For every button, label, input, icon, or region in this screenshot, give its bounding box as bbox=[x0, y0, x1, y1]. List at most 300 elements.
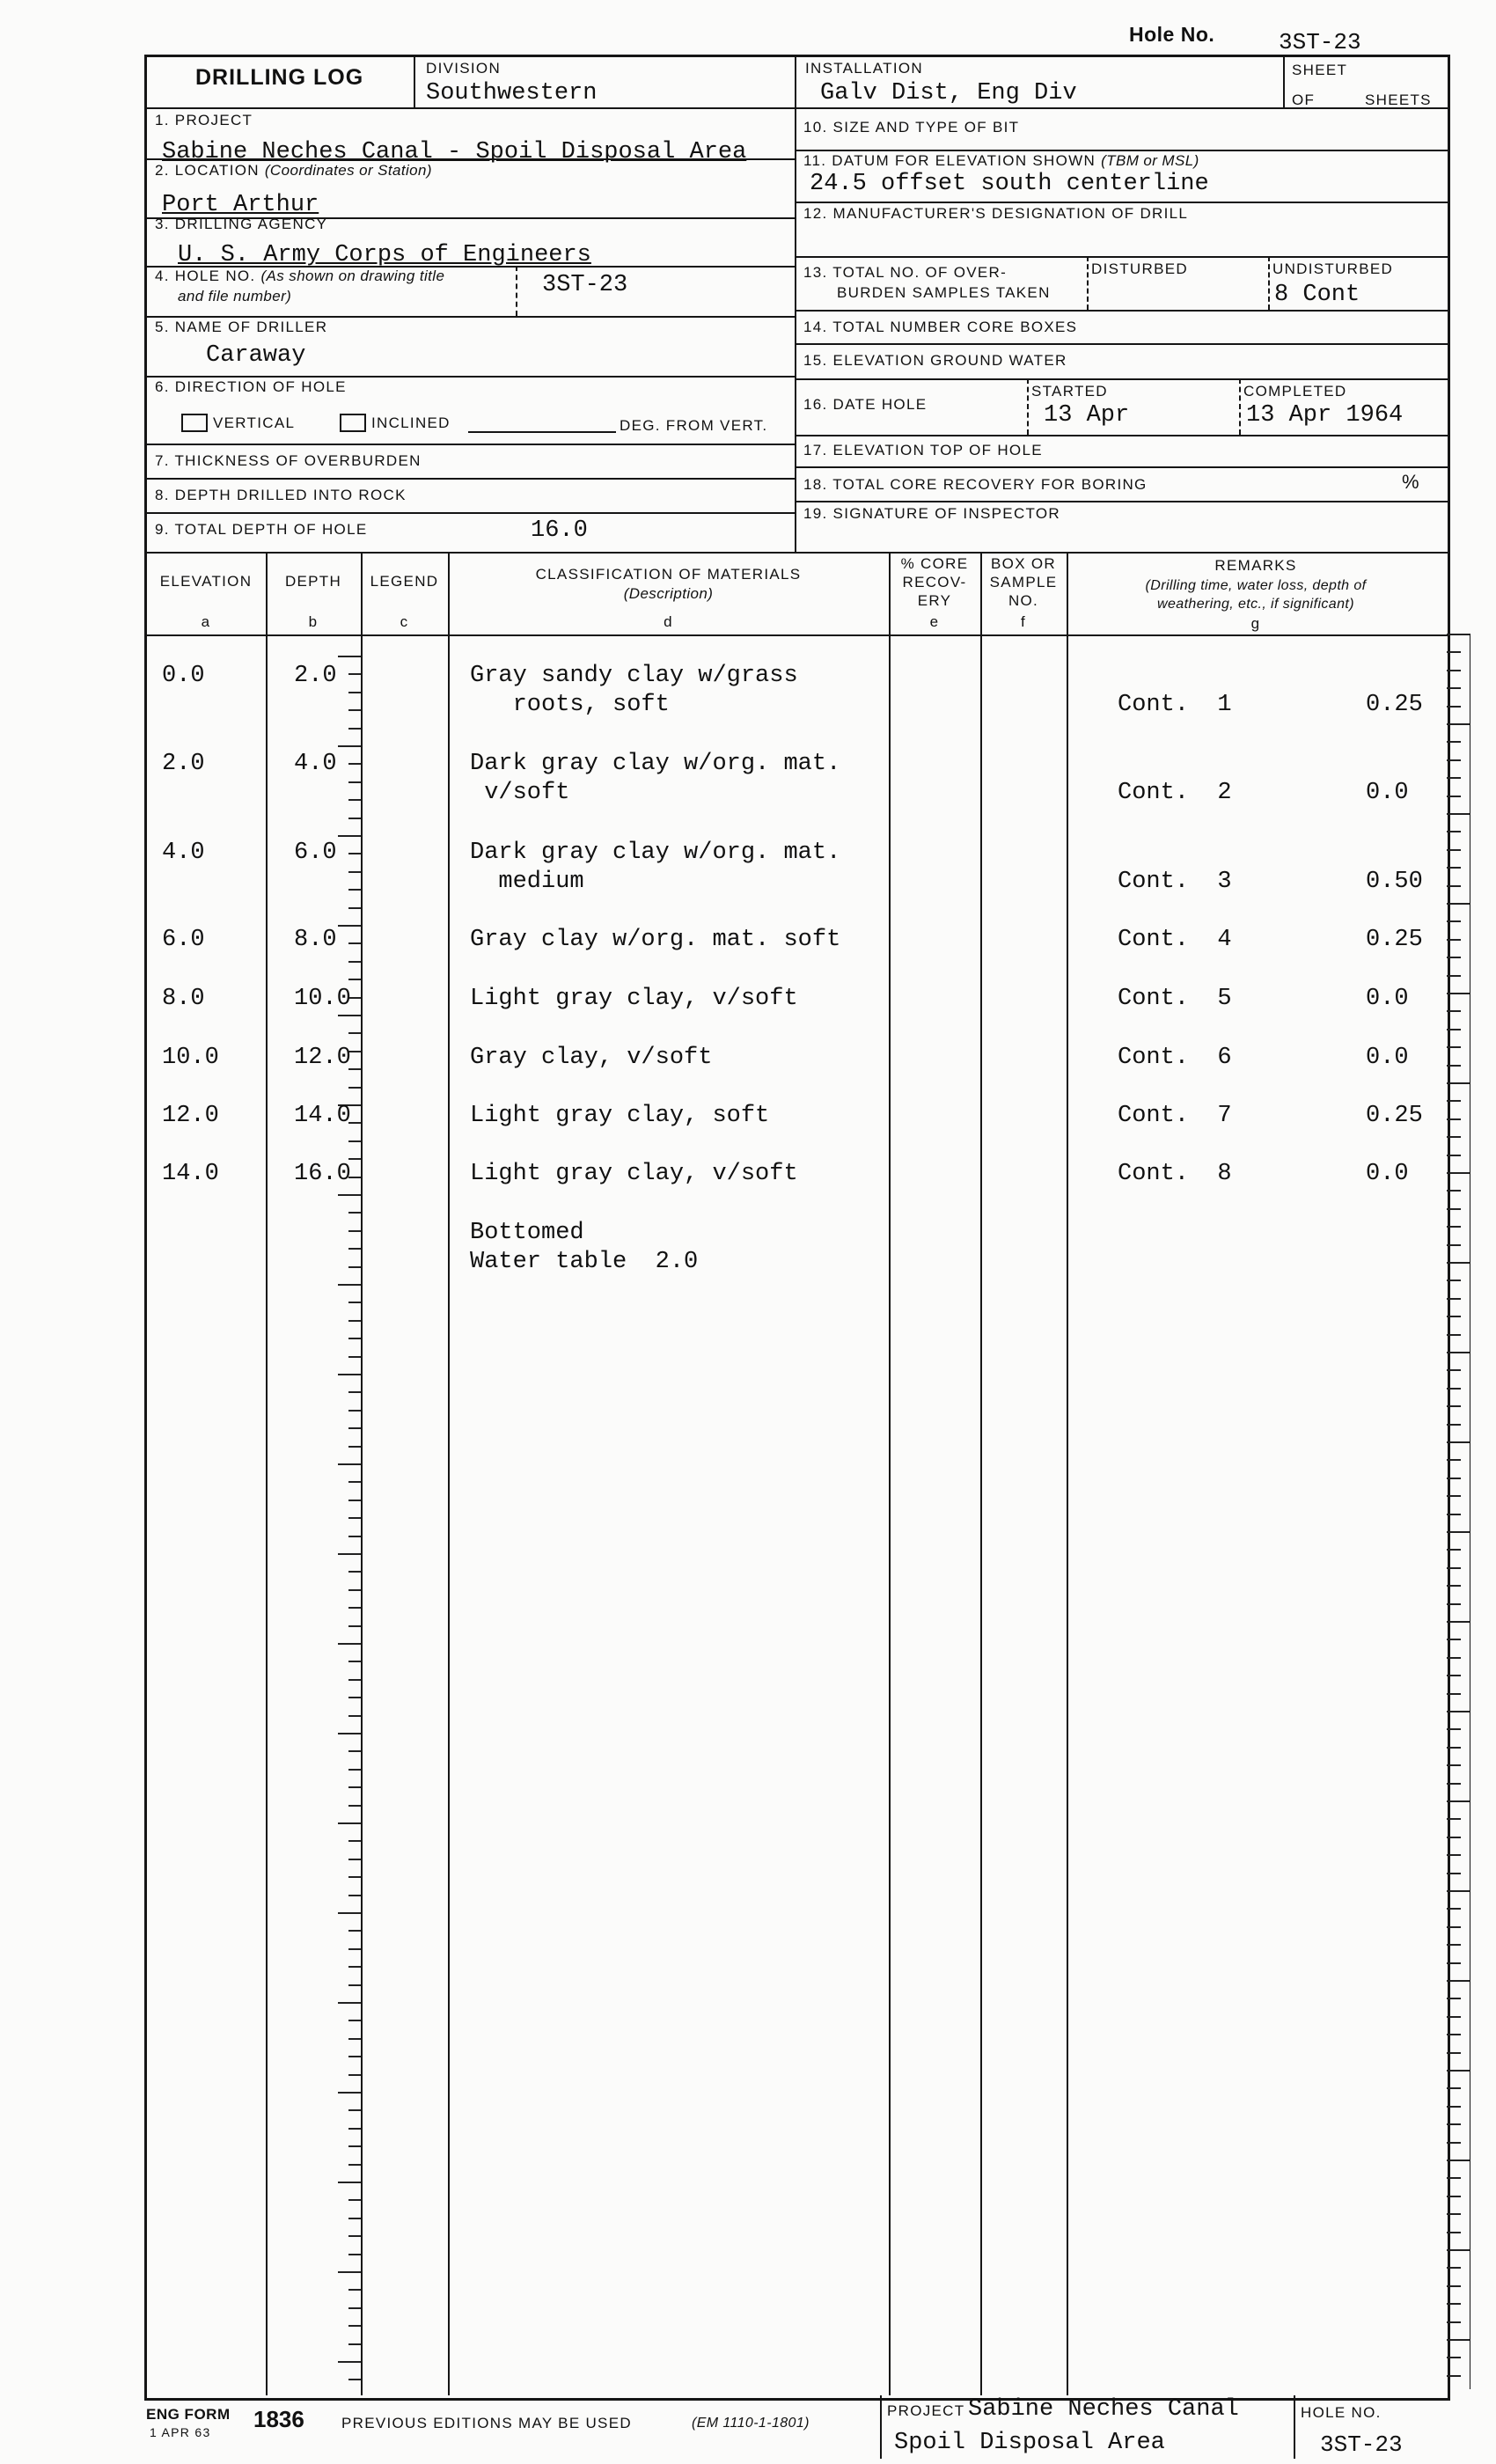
scale-tick bbox=[348, 961, 361, 963]
sheet-label: SHEET bbox=[1292, 62, 1348, 78]
scale-tick bbox=[348, 2307, 361, 2309]
scale-tick bbox=[348, 2254, 361, 2255]
margin-tick bbox=[1447, 777, 1461, 779]
scale-tick bbox=[348, 1661, 361, 1662]
col-remarks-note: (Drilling time, water loss, depth of bbox=[1145, 578, 1367, 593]
margin-tick bbox=[1447, 2016, 1461, 2018]
scale-tick bbox=[348, 1481, 361, 1483]
scale-tick bbox=[348, 1697, 361, 1698]
margin-tick bbox=[1447, 2357, 1461, 2358]
margin-tick bbox=[1447, 1441, 1470, 1443]
scale-tick bbox=[338, 835, 361, 837]
hole-no-header-value: 3ST-23 bbox=[1279, 29, 1361, 55]
row-description: Gray sandy clay w/grass bbox=[470, 663, 798, 689]
col-elevation: ELEVATION bbox=[159, 573, 253, 590]
footer-hole-label: HOLE NO. bbox=[1301, 2404, 1382, 2421]
margin-tick bbox=[1447, 1369, 1461, 1371]
rule bbox=[266, 552, 268, 2395]
margin-tick bbox=[1447, 975, 1461, 977]
date-hole-label: 16. DATE HOLE bbox=[803, 396, 928, 413]
margin-tick bbox=[1447, 2034, 1461, 2035]
rule bbox=[1268, 256, 1270, 310]
scale-tick bbox=[348, 1805, 361, 1807]
row-description: Gray clay, v/soft bbox=[470, 1045, 713, 1071]
margin-tick bbox=[1447, 1405, 1461, 1407]
margin-tick bbox=[1447, 1764, 1461, 1766]
col-classification: CLASSIFICATION OF MATERIALS bbox=[535, 566, 802, 583]
scale-tick bbox=[338, 1284, 361, 1286]
installation-value: Galv Dist, Eng Div bbox=[820, 80, 1077, 106]
rule bbox=[980, 552, 982, 2395]
col-core-3: ERY bbox=[917, 592, 952, 609]
percent-sign: % bbox=[1402, 471, 1420, 493]
overburden-label: 7. THICKNESS OF OVERBURDEN bbox=[155, 452, 422, 469]
margin-tick bbox=[1447, 1065, 1461, 1067]
location-value: Port Arthur bbox=[162, 192, 319, 218]
row-remark-value: 0.0 bbox=[1366, 1045, 1409, 1071]
scale-tick bbox=[348, 1266, 361, 1268]
margin-tick bbox=[1447, 1944, 1461, 1946]
scale-tick bbox=[348, 1212, 361, 1214]
scale-tick bbox=[348, 1715, 361, 1717]
rule bbox=[795, 378, 1448, 380]
scale-tick bbox=[348, 2235, 361, 2237]
scale-tick bbox=[348, 1410, 361, 1412]
row-remark-value: 0.25 bbox=[1366, 1103, 1423, 1129]
margin-tick bbox=[1447, 1495, 1461, 1497]
margin-tick bbox=[1447, 2087, 1461, 2089]
row-elevation: 12.0 bbox=[162, 1103, 219, 1129]
scale-tick bbox=[348, 1571, 361, 1573]
bit-label: 10. SIZE AND TYPE OF BIT bbox=[803, 119, 1020, 136]
scale-tick bbox=[338, 1733, 361, 1734]
location-label: 2. LOCATION (Coordinates or Station) bbox=[155, 162, 432, 179]
rule bbox=[448, 552, 450, 2395]
scale-tick bbox=[348, 1930, 361, 1932]
margin-tick bbox=[1447, 2052, 1461, 2054]
driller-value: Caraway bbox=[206, 342, 306, 369]
project-value: Sabine Neches Canal - Spoil Disposal Area bbox=[162, 139, 747, 165]
scale-tick bbox=[338, 2002, 361, 2004]
scale-tick bbox=[348, 1356, 361, 1358]
scale-tick bbox=[348, 1248, 361, 1250]
row-sample: Cont. 5 bbox=[1118, 986, 1232, 1012]
completed-label: COMPLETED bbox=[1243, 383, 1347, 400]
margin-tick bbox=[1447, 1621, 1470, 1623]
direction-label: 6. DIRECTION OF HOLE bbox=[155, 378, 347, 395]
margin-tick bbox=[1447, 1837, 1461, 1838]
row-description: Light gray clay, v/soft bbox=[470, 1161, 798, 1187]
rule bbox=[880, 2395, 882, 2459]
started-label: STARTED bbox=[1031, 383, 1108, 400]
margin-tick bbox=[1447, 1459, 1461, 1461]
col-core-2: RECOV- bbox=[902, 574, 967, 590]
scale-tick bbox=[348, 2289, 361, 2291]
margin-tick bbox=[1447, 2070, 1470, 2072]
col-classification-sub: d bbox=[664, 613, 673, 630]
em-reference: (EM 1110-1-1801) bbox=[692, 2416, 810, 2431]
scale-tick bbox=[348, 1230, 361, 1232]
row-depth: 4.0 bbox=[294, 751, 337, 777]
margin-tick bbox=[1447, 1514, 1461, 1515]
col-remarks-note-2: weathering, etc., if significant) bbox=[1157, 597, 1354, 612]
row-description: Light gray clay, v/soft bbox=[470, 986, 798, 1012]
margin-tick bbox=[1447, 1082, 1470, 1084]
row-depth: 2.0 bbox=[294, 663, 337, 689]
inclined-checkbox[interactable] bbox=[340, 414, 366, 432]
margin-tick bbox=[1447, 1890, 1470, 1892]
margin-tick bbox=[1447, 885, 1461, 887]
core-boxes-label: 14. TOTAL NUMBER CORE BOXES bbox=[803, 319, 1078, 335]
disturbed-label: DISTURBED bbox=[1091, 260, 1188, 277]
footer-hole-value: 3ST-23 bbox=[1320, 2431, 1403, 2458]
scale-tick bbox=[338, 1912, 361, 1914]
footer-project-line-2: Spoil Disposal Area bbox=[894, 2430, 1165, 2456]
row-depth: 6.0 bbox=[294, 840, 337, 866]
margin-tick bbox=[1447, 1226, 1461, 1228]
agency-value: U. S. Army Corps of Engineers bbox=[178, 242, 591, 268]
installation-label: INSTALLATION bbox=[805, 60, 923, 77]
margin-tick bbox=[1447, 1316, 1461, 1317]
row-description: Light gray clay, soft bbox=[470, 1103, 770, 1129]
margin-tick bbox=[1447, 1155, 1461, 1156]
scale-tick bbox=[348, 728, 361, 730]
rule bbox=[795, 256, 1448, 258]
col-classification-note: (Description) bbox=[623, 585, 714, 602]
eng-form-label: ENG FORM bbox=[146, 2406, 231, 2423]
margin-tick bbox=[1447, 1980, 1470, 1982]
scale-tick bbox=[348, 2020, 361, 2021]
scale-tick bbox=[348, 1859, 361, 1860]
scale-tick bbox=[348, 2379, 361, 2380]
margin-tick bbox=[1447, 2123, 1461, 2125]
margin-tick bbox=[1447, 1693, 1461, 1695]
hole-value: 3ST-23 bbox=[542, 272, 628, 298]
margin-tick bbox=[1447, 1854, 1461, 1856]
margin-tick bbox=[1447, 2232, 1461, 2233]
division-label: DIVISION bbox=[426, 60, 502, 77]
row-remark-value: 0.25 bbox=[1366, 692, 1423, 718]
water-table-note: Water table 2.0 bbox=[470, 1249, 699, 1275]
margin-tick bbox=[1447, 849, 1461, 851]
inclined-blank-line bbox=[468, 431, 616, 433]
scale-tick bbox=[348, 1320, 361, 1322]
form-title: DRILLING LOG bbox=[195, 65, 364, 90]
scale-tick bbox=[348, 2218, 361, 2219]
inclined-label: INCLINED bbox=[371, 414, 451, 431]
margin-tick bbox=[1447, 1585, 1461, 1587]
col-core-sub: e bbox=[929, 613, 940, 630]
margin-tick bbox=[1447, 1136, 1461, 1138]
top-of-hole-label: 17. ELEVATION TOP OF HOLE bbox=[803, 442, 1043, 458]
undisturbed-label: UNDISTURBED bbox=[1272, 260, 1394, 277]
col-core: % CORE bbox=[900, 555, 969, 572]
undisturbed-value: 8 Cont bbox=[1274, 282, 1360, 308]
row-remark-value: 0.0 bbox=[1366, 1161, 1409, 1187]
scale-tick bbox=[348, 1302, 361, 1303]
scale-tick bbox=[348, 1786, 361, 1788]
margin-tick bbox=[1447, 1728, 1461, 1730]
row-depth: 10.0 bbox=[294, 986, 351, 1012]
deg-label: DEG. FROM VERT. bbox=[620, 417, 768, 434]
scale-tick bbox=[348, 2164, 361, 2166]
rule bbox=[414, 55, 415, 107]
row-elevation: 6.0 bbox=[162, 927, 205, 953]
rock-label: 8. DEPTH DRILLED INTO ROCK bbox=[155, 487, 407, 503]
rule bbox=[889, 552, 891, 2395]
margin-tick bbox=[1447, 1800, 1470, 1802]
row-depth: 14.0 bbox=[294, 1103, 351, 1129]
scale-tick bbox=[348, 1140, 361, 1142]
rule bbox=[795, 343, 1448, 345]
margin-tick bbox=[1447, 2213, 1461, 2215]
margin-tick bbox=[1447, 1118, 1461, 1120]
margin-tick bbox=[1447, 2285, 1461, 2287]
scale-tick bbox=[348, 1500, 361, 1501]
scale-tick bbox=[348, 853, 361, 854]
scale-tick bbox=[348, 1589, 361, 1591]
footer-project-label: PROJECT bbox=[887, 2402, 965, 2419]
margin-tick bbox=[1447, 1334, 1461, 1336]
margin-tick bbox=[1447, 1962, 1461, 1964]
scale-tick bbox=[338, 745, 361, 747]
row-sample: Cont. 4 bbox=[1118, 927, 1232, 953]
row-sample: Cont. 3 bbox=[1118, 869, 1232, 895]
margin-tick bbox=[1447, 1531, 1470, 1533]
scale-tick bbox=[348, 2038, 361, 2040]
margin-tick bbox=[1447, 1998, 1461, 1999]
margin-tick bbox=[1447, 867, 1461, 869]
margin-tick bbox=[1447, 993, 1470, 994]
scale-tick bbox=[348, 942, 361, 944]
margin-tick bbox=[1447, 1010, 1461, 1012]
total-depth-value: 16.0 bbox=[531, 517, 588, 544]
col-elevation-sub: a bbox=[201, 613, 211, 630]
manufacturer-label: 12. MANUFACTURER'S DESIGNATION OF DRILL bbox=[803, 205, 1189, 222]
project-label: 1. PROJECT bbox=[155, 112, 253, 128]
row-elevation: 2.0 bbox=[162, 751, 205, 777]
margin-tick bbox=[1447, 1100, 1461, 1102]
margin-tick bbox=[1447, 2339, 1470, 2341]
margin-tick bbox=[1447, 1908, 1461, 1910]
margin-tick bbox=[1447, 2303, 1461, 2305]
col-legend-sub: c bbox=[400, 613, 409, 630]
margin-tick bbox=[1447, 1747, 1461, 1749]
rule bbox=[144, 478, 795, 480]
scale-tick bbox=[338, 2361, 361, 2363]
scale-tick bbox=[348, 1750, 361, 1752]
col-depth-sub: b bbox=[308, 613, 319, 630]
rule bbox=[516, 266, 517, 316]
margin-tick bbox=[1447, 1711, 1470, 1712]
rule bbox=[1239, 378, 1241, 435]
row-sample: Cont. 1 bbox=[1118, 692, 1232, 718]
row-elevation: 14.0 bbox=[162, 1161, 219, 1187]
scale-tick bbox=[338, 1553, 361, 1555]
row-sample: Cont. 7 bbox=[1118, 1103, 1232, 1129]
scale-tick bbox=[348, 1625, 361, 1627]
division-value: Southwestern bbox=[426, 80, 598, 106]
row-description: Dark gray clay w/org. mat. bbox=[470, 840, 841, 866]
margin-tick bbox=[1447, 1424, 1461, 1426]
previous-editions: PREVIOUS EDITIONS MAY BE USED bbox=[341, 2415, 632, 2431]
scale-tick bbox=[348, 1087, 361, 1089]
rule bbox=[1027, 378, 1029, 435]
scale-tick bbox=[338, 1374, 361, 1375]
sheet-of-label: OF bbox=[1292, 92, 1316, 108]
margin-tick bbox=[1447, 759, 1461, 761]
scale-tick bbox=[348, 709, 361, 711]
vertical-checkbox[interactable] bbox=[181, 414, 208, 432]
col-depth: DEPTH bbox=[284, 573, 342, 590]
margin-tick bbox=[1447, 687, 1461, 689]
footer-project-line-1: Sabine Neches Canal bbox=[968, 2396, 1239, 2423]
scale-tick bbox=[348, 1679, 361, 1681]
row-elevation: 0.0 bbox=[162, 663, 205, 689]
scale-tick bbox=[348, 1966, 361, 1968]
margin-tick bbox=[1447, 723, 1470, 725]
margin-tick bbox=[1447, 651, 1461, 653]
scale-tick bbox=[338, 925, 361, 927]
margin-tick bbox=[1447, 1926, 1461, 1928]
scale-tick bbox=[348, 2109, 361, 2111]
signature-label: 19. SIGNATURE OF INSPECTOR bbox=[803, 505, 1060, 522]
scale-tick bbox=[348, 2325, 361, 2327]
scale-tick bbox=[348, 763, 361, 765]
margin-tick bbox=[1447, 1639, 1461, 1640]
rule bbox=[144, 376, 795, 378]
scale-tick bbox=[348, 1840, 361, 1842]
scale-tick bbox=[348, 2056, 361, 2057]
margin-tick bbox=[1447, 2267, 1461, 2269]
margin-tick bbox=[1447, 2249, 1470, 2251]
rule bbox=[795, 55, 796, 552]
scale-tick bbox=[348, 1032, 361, 1034]
scale-tick bbox=[348, 1427, 361, 1429]
scale-tick bbox=[338, 656, 361, 657]
rule bbox=[144, 552, 1448, 554]
margin-tick bbox=[1447, 2106, 1461, 2108]
margin-tick bbox=[1447, 1478, 1461, 1479]
started-value: 13 Apr bbox=[1044, 402, 1130, 429]
row-sample: Cont. 6 bbox=[1118, 1045, 1232, 1071]
scale-tick bbox=[338, 1015, 361, 1016]
row-remark-value: 0.0 bbox=[1366, 780, 1409, 806]
total-depth-label: 9. TOTAL DEPTH OF HOLE bbox=[155, 521, 368, 538]
row-description-cont: medium bbox=[470, 869, 584, 895]
scale-tick bbox=[348, 907, 361, 909]
bottomed-note: Bottomed bbox=[470, 1220, 584, 1246]
row-description: Gray clay w/org. mat. soft bbox=[470, 927, 841, 953]
scale-tick bbox=[348, 1948, 361, 1950]
margin-tick bbox=[1447, 1298, 1461, 1300]
form-date: 1 APR 63 bbox=[150, 2425, 211, 2439]
scale-tick bbox=[348, 799, 361, 801]
margin-tick bbox=[1447, 920, 1461, 922]
scale-tick bbox=[338, 1463, 361, 1465]
rule bbox=[1283, 55, 1285, 107]
col-box-sub: f bbox=[1020, 613, 1027, 630]
rule bbox=[795, 435, 1448, 436]
scale-tick bbox=[348, 781, 361, 783]
margin-tick bbox=[1447, 2177, 1461, 2179]
hole-label: 4. HOLE NO. (As shown on drawing title bbox=[155, 268, 445, 284]
margin-tick bbox=[1447, 957, 1461, 958]
margin-tick bbox=[1447, 813, 1470, 815]
form-number: 1836 bbox=[253, 2406, 304, 2432]
scale-tick bbox=[348, 1517, 361, 1519]
row-sample: Cont. 8 bbox=[1118, 1161, 1232, 1187]
margin-tick bbox=[1447, 1818, 1461, 1820]
margin-tick bbox=[1447, 706, 1461, 708]
rule bbox=[795, 501, 1448, 502]
rule bbox=[795, 150, 1448, 151]
rule bbox=[144, 444, 795, 445]
row-remark-value: 0.0 bbox=[1366, 986, 1409, 1012]
datum-value: 24.5 offset south centerline bbox=[810, 171, 1209, 197]
driller-label: 5. NAME OF DRILLER bbox=[155, 319, 328, 335]
col-remarks-sub: g bbox=[1250, 615, 1261, 632]
rule bbox=[144, 316, 795, 318]
rule bbox=[795, 310, 1448, 312]
scale-tick bbox=[348, 1391, 361, 1393]
margin-tick bbox=[1447, 1208, 1461, 1210]
margin-tick bbox=[1447, 1244, 1461, 1246]
margin-tick bbox=[1447, 1675, 1461, 1676]
scale-tick bbox=[348, 673, 361, 675]
margin-tick bbox=[1447, 741, 1461, 743]
margin-tick bbox=[1447, 1190, 1461, 1192]
margin-tick bbox=[1447, 1029, 1461, 1030]
scale-tick bbox=[348, 2199, 361, 2201]
samples-label: 13. TOTAL NO. OF OVER- bbox=[803, 264, 1008, 281]
col-box-3: NO. bbox=[1008, 592, 1039, 609]
scale-tick bbox=[348, 2128, 361, 2130]
margin-tick bbox=[1447, 796, 1461, 797]
completed-value: 13 Apr 1964 bbox=[1246, 402, 1404, 429]
core-recovery-label: 18. TOTAL CORE RECOVERY FOR BORING bbox=[803, 476, 1148, 493]
margin-tick bbox=[1447, 1172, 1470, 1174]
row-depth: 12.0 bbox=[294, 1045, 351, 1071]
margin-tick bbox=[1447, 903, 1470, 905]
scale-tick bbox=[348, 1446, 361, 1448]
scale-tick bbox=[348, 1769, 361, 1771]
sheets-label: SHEETS bbox=[1365, 92, 1432, 108]
margin-tick bbox=[1447, 1388, 1461, 1390]
col-box: BOX OR bbox=[991, 555, 1056, 572]
rule bbox=[144, 512, 795, 514]
scale-tick bbox=[348, 1338, 361, 1339]
agency-label: 3. DRILLING AGENCY bbox=[155, 216, 328, 232]
row-elevation: 4.0 bbox=[162, 840, 205, 866]
row-remark-value: 0.50 bbox=[1366, 869, 1423, 895]
datum-label: 11. DATUM FOR ELEVATION SHOWN (TBM or MSL) bbox=[803, 152, 1199, 169]
scale-tick bbox=[348, 692, 361, 693]
hole-no-header-label: Hole No. bbox=[1129, 23, 1215, 46]
scale-tick bbox=[348, 979, 361, 980]
margin-tick bbox=[1447, 2196, 1461, 2197]
margin-tick bbox=[1447, 634, 1470, 635]
scale-tick bbox=[338, 2271, 361, 2273]
col-box-2: SAMPLE bbox=[989, 574, 1058, 590]
margin-tick bbox=[1447, 1603, 1461, 1605]
scale-tick bbox=[348, 889, 361, 891]
margin-tick bbox=[1447, 1262, 1470, 1264]
row-remark-value: 0.25 bbox=[1366, 927, 1423, 953]
row-elevation: 10.0 bbox=[162, 1045, 219, 1071]
margin-tick bbox=[1447, 2142, 1461, 2144]
margin-tick bbox=[1447, 939, 1461, 941]
